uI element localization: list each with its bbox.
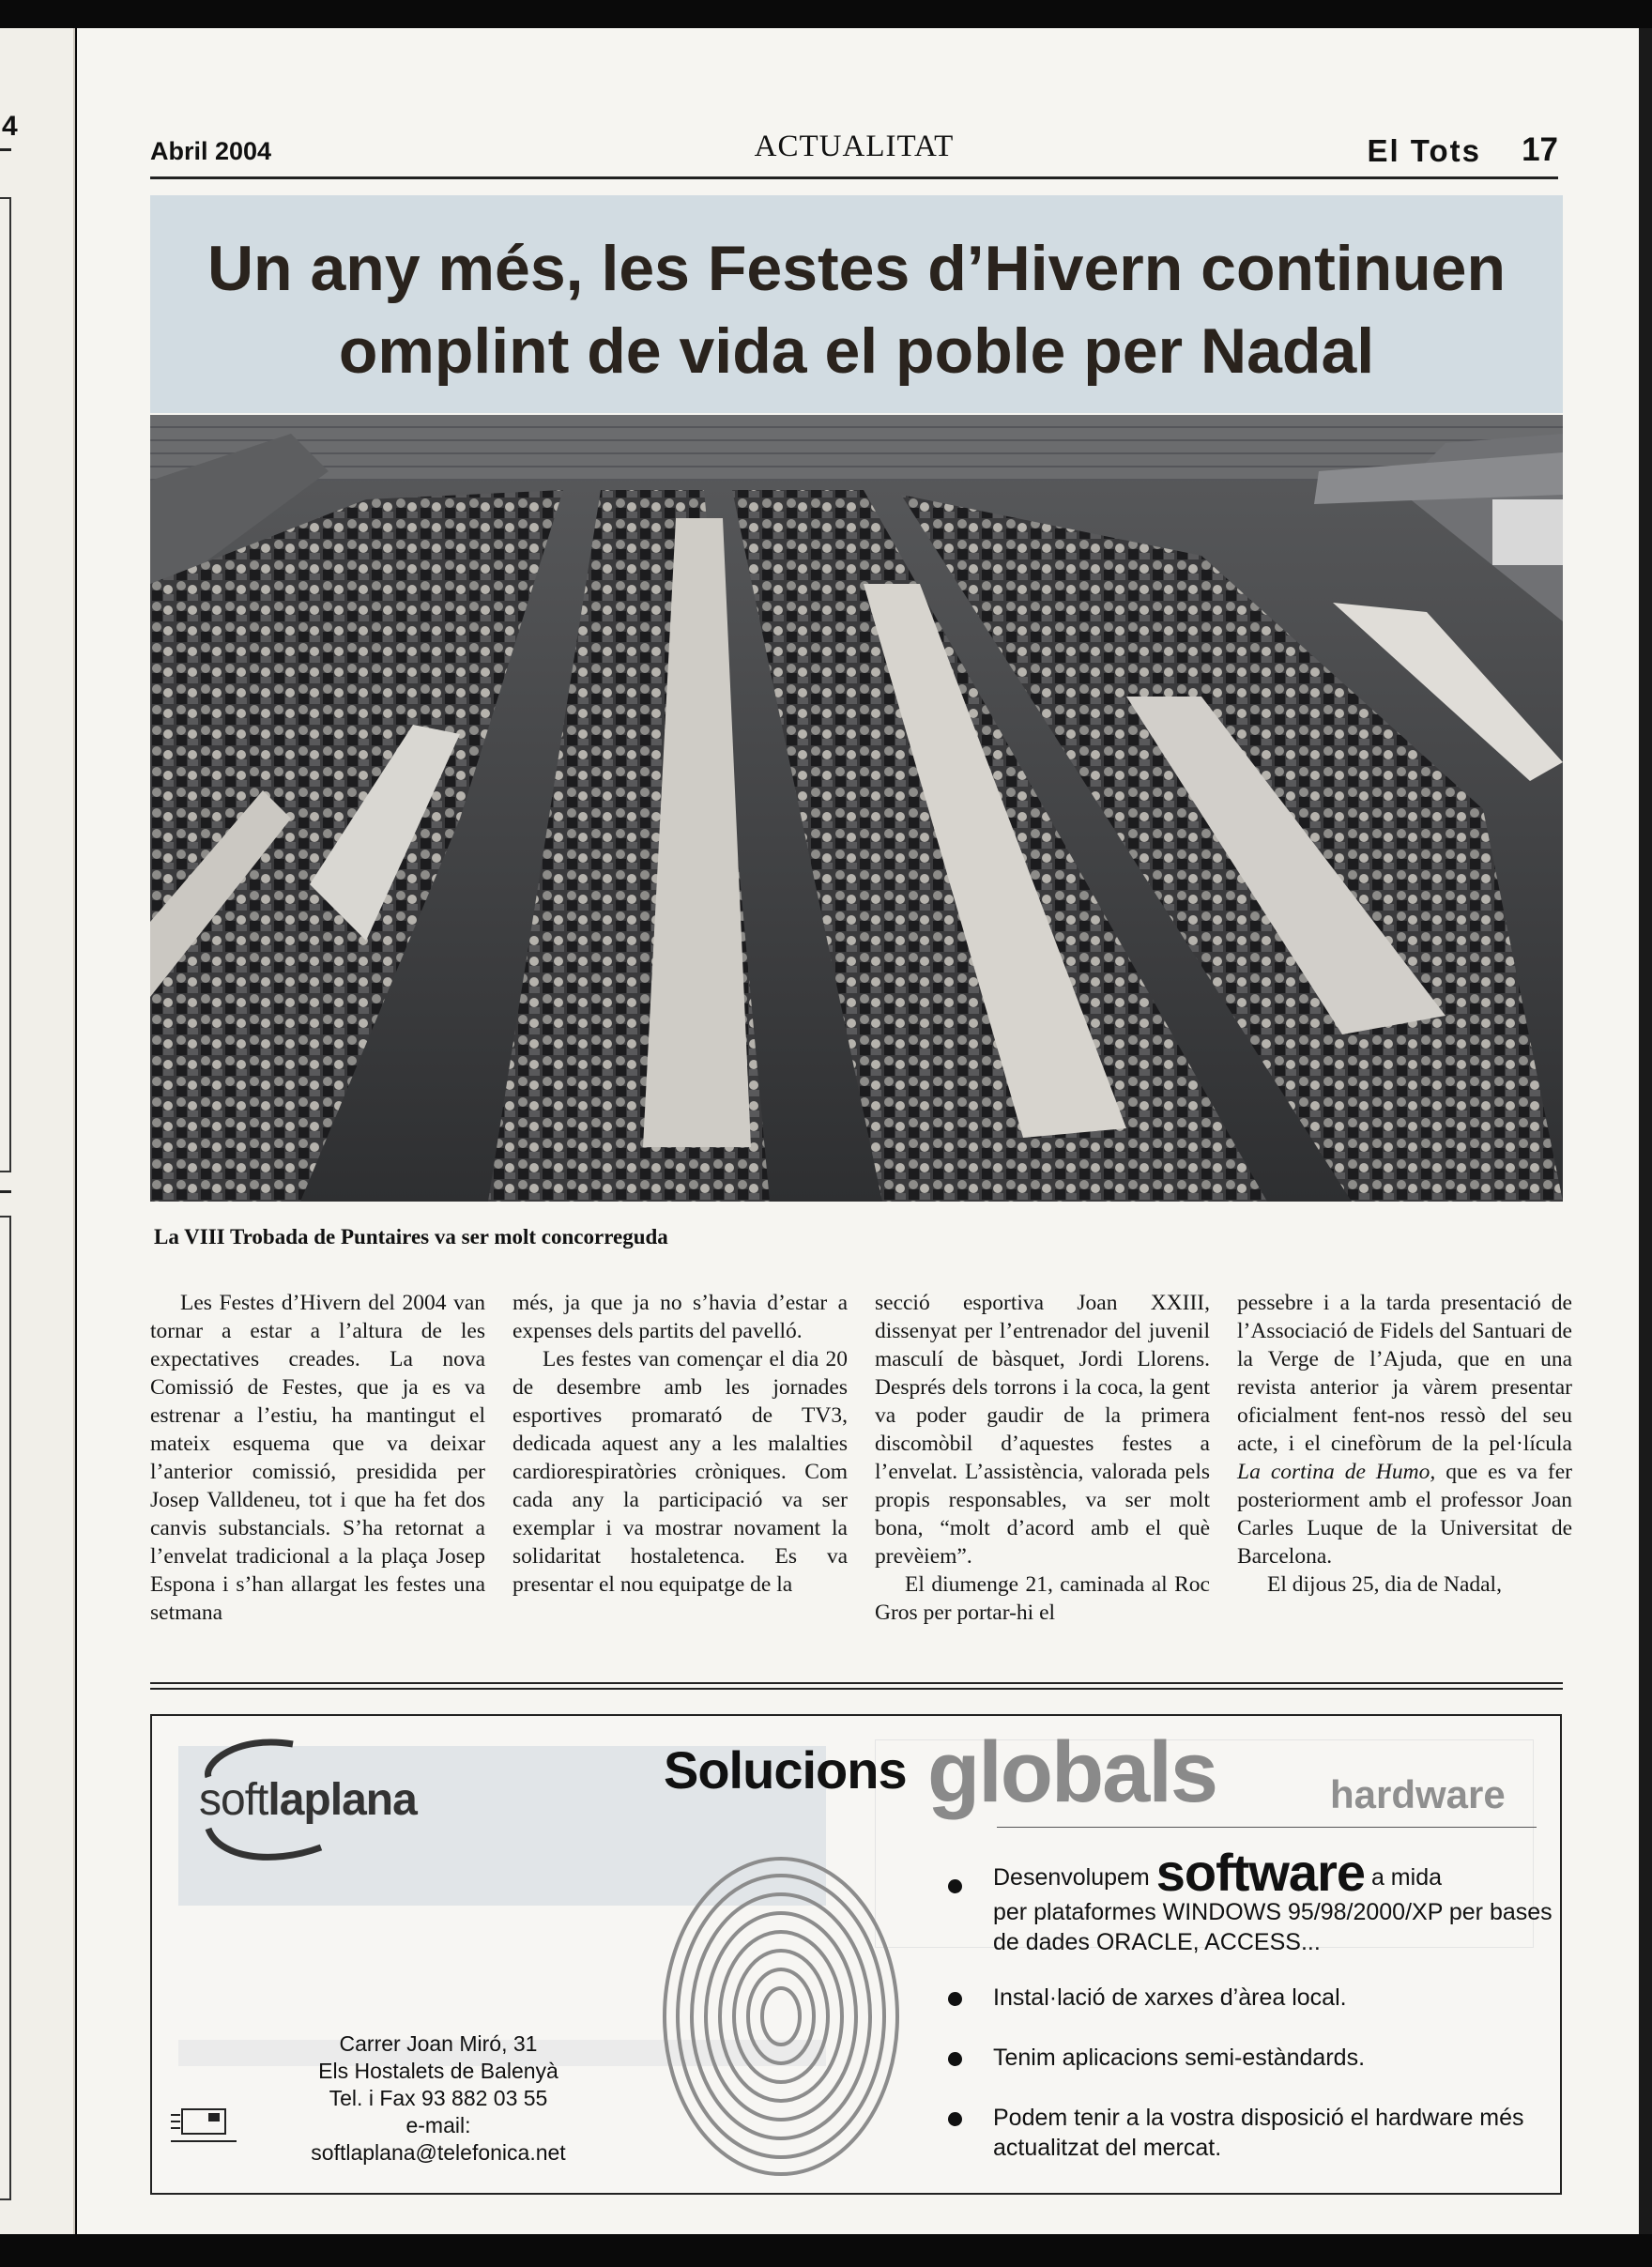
service-lead: Desenvolupem <box>993 1864 1150 1891</box>
service-detail: per plataformes WINDOWS 95/98/2000/XP per bases de dades ORACLE, ACCESS... <box>993 1899 1553 1955</box>
article-body <box>150 1289 1573 1674</box>
page-header <box>150 103 1558 179</box>
bullet-icon <box>948 1879 962 1893</box>
headline-line-1: Un any més, les Festes d’Hivern continuen <box>206 233 1507 304</box>
bullet-icon <box>948 2112 962 2126</box>
headline-band <box>150 195 1563 413</box>
previous-page-box <box>0 1216 11 2200</box>
hardware-word: hardware <box>1330 1772 1506 1816</box>
article-column <box>150 1289 485 1627</box>
paragraph: El diumenge 21, caminada al Roc Gros per portar-hi el <box>875 1572 1210 1625</box>
service-text: Instal·lació de xarxes d’àrea local. <box>993 1984 1347 2011</box>
ad-rule <box>997 1827 1537 1828</box>
previous-page-box <box>0 197 11 1172</box>
page-binding-edge <box>1639 28 1652 2234</box>
previous-page-edge <box>0 28 75 2234</box>
paragraph <box>1237 1289 1572 1570</box>
page-number: 17 <box>1522 131 1558 168</box>
event-photo-image <box>150 415 1563 1202</box>
issue-date: Abril 2004 <box>150 137 272 165</box>
logo-text <box>199 1774 417 1826</box>
slogan-globals: globals <box>927 1724 1217 1820</box>
event-photo <box>150 415 1563 1202</box>
service-text: Tenim aplicacions semi-estàndards. <box>993 2045 1366 2071</box>
logo-laplana: laplana <box>268 1775 417 1825</box>
publication-name: El Tots <box>1367 133 1481 168</box>
section-divider <box>150 1688 1563 1690</box>
previous-page-number: 4 <box>2 111 18 142</box>
section-title: ACTUALITAT <box>754 130 955 163</box>
section-divider <box>150 1682 1563 1684</box>
mail-icon <box>171 2106 237 2143</box>
paragraph-text: pessebre i a la tarda presentació de l’Associació de Fidels del Santuari de la Verge de l’Ajuda, que en una revista anterior ja vàrem presentar oficialment fent-nos ressò del seu acte, i el cinefòrum de la pel·lícula <box>1237 1291 1572 1456</box>
fingerprint-icon <box>659 1838 903 2176</box>
slogan-solucions: Solucions <box>664 1740 907 1800</box>
paragraph: Les festes van començar el dia 20 de desembre amb les jornades esportives promarató de TV3, dedicada aquest any a les malalties cardiorespiratòries cròniques. Com cada any la participació va ser exemplar i va mostrar novament la solidaritat hostaletenca. Es va presentar el nou equipatge de la <box>512 1347 848 1597</box>
paragraph-text: que es va fer posteriorment amb el professor Joan Carles Luque de la Universitat de Barcelona. <box>1237 1460 1573 1569</box>
article-column <box>1237 1289 1572 1599</box>
email-label: e-mail: <box>405 2113 471 2137</box>
paragraph: més, ja que ja no s’havia d’estar a expenses dels partits del pavelló. <box>512 1291 848 1343</box>
bullet-icon <box>948 1992 962 2006</box>
previous-page-rule <box>0 148 11 151</box>
article-column <box>875 1289 1210 1627</box>
phone-fax: Tel. i Fax 93 882 03 55 <box>329 2086 548 2110</box>
headline-line-2: omplint de vida el poble per Nadal <box>338 315 1375 388</box>
company-address <box>298 2030 579 2167</box>
previous-page-rule <box>0 1190 11 1193</box>
address-line: Carrer Joan Miró, 31 <box>339 2031 538 2056</box>
logo-soft: soft <box>199 1775 268 1825</box>
service-tail: a mida <box>1365 1864 1442 1891</box>
article-headline <box>150 195 1563 393</box>
photo-caption: La VIII Trobada de Puntaires va ser molt concorreguda <box>154 1225 668 1248</box>
paragraph: secció esportiva Joan XXIII, dissenyat per l’entrenador del juvenil masculí de bàsquet, Jordi Llorens. Després dels torrons i la coca, la gent va poder gaudir de la primera discomòbil d’aquestes festes a l’envelat. L’assistència, valorada pels propis responsables, va ser molt bona, “molt d’acord amb el què prevèiem”. <box>875 1291 1210 1569</box>
film-title: La cortina de Humo, <box>1237 1460 1436 1484</box>
article-column <box>512 1289 848 1599</box>
address-line: Els Hostalets de Balenyà <box>318 2059 558 2083</box>
newspaper-page <box>77 28 1640 2234</box>
paragraph: Les Festes d’Hivern del 2004 van tornar a estar a l’altura de les expectatives creades. La nova Comissió de Festes, que ja es va estrenar a l’estiu, ha mantingut el mateix esquema que va deixar l’anterior comissió, presidida per Josep Valldeneu, tot i que ha fet dos canvis substancials. S’ha retornat a l’envelat tradicional a la plaça Josep Espona i s’han allargat les festes una setmana <box>150 1291 485 1625</box>
paragraph: El dijous 25, dia de Nadal, <box>1267 1572 1502 1597</box>
company-logo <box>180 1725 537 1866</box>
advertisement <box>150 1714 1562 2195</box>
bullet-icon <box>948 2052 962 2066</box>
service-software: software <box>1155 1843 1366 1902</box>
email-address: softlaplana@telefonica.net <box>311 2140 566 2165</box>
service-text: Podem tenir a la vostra disposició el hardware més actualitzat del mercat. <box>993 2105 1524 2161</box>
